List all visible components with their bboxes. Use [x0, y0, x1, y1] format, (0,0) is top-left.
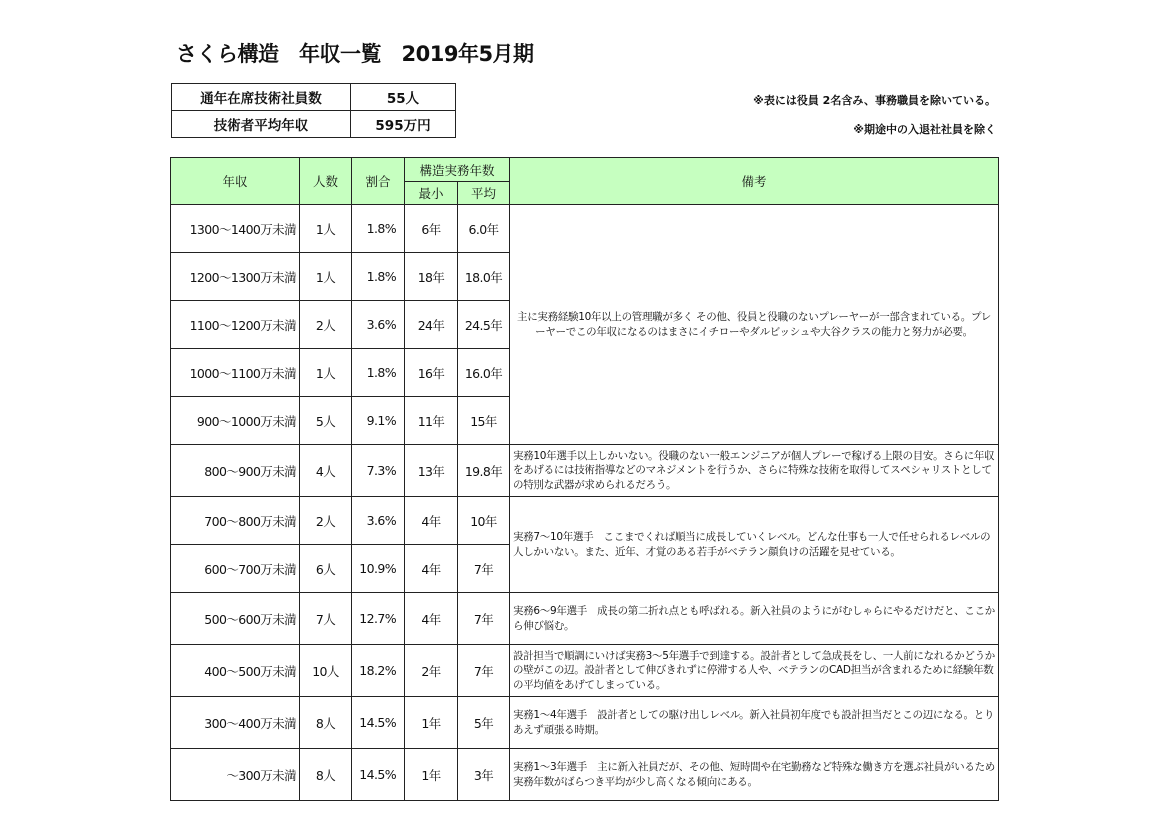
count-cell: 2人 [300, 301, 352, 349]
income-cell: 900～1000万未満 [171, 397, 300, 445]
count-cell: 10人 [300, 645, 352, 697]
avg-years-cell: 18.0年 [458, 253, 510, 301]
summary-label: 通年在席技術社員数 [172, 84, 351, 111]
header-remarks: 備考 [510, 158, 999, 205]
ratio-cell: 3.6% [352, 497, 405, 545]
remark-cell: 実務7～10年選手 ここまでくれば順当に成長していくレベル。どんな仕事も一人で任せられるレベルの人しかいない。また、近年、才覚のある若手がベテラン顔負けの活躍を見せている。 [510, 497, 999, 593]
min-years-cell: 2年 [405, 645, 458, 697]
table-row [171, 445, 999, 497]
avg-years-cell: 7年 [458, 593, 510, 645]
count-cell: 7人 [300, 593, 352, 645]
income-cell: 1200～1300万未満 [171, 253, 300, 301]
ratio-cell: 1.8% [352, 253, 405, 301]
count-cell: 1人 [300, 349, 352, 397]
min-years-cell: 18年 [405, 253, 458, 301]
summary-row-average-income [172, 111, 456, 138]
income-cell: 600～700万未満 [171, 545, 300, 593]
summary-label: 技術者平均年収 [172, 111, 351, 138]
header-ratio: 割合 [352, 158, 405, 205]
header-experience-years: 構造実務年数 [405, 158, 510, 182]
ratio-cell: 7.3% [352, 445, 405, 497]
min-years-cell: 16年 [405, 349, 458, 397]
remark-cell: 実務1～3年選手 主に新入社員だが、その他、短時間や在宅勤務など特殊な働き方を選ぶ社員がいるため実務年数がばらつき平均が少し高くなる傾向にある。 [510, 749, 999, 801]
count-cell: 8人 [300, 749, 352, 801]
table-row [171, 497, 999, 545]
header-count: 人数 [300, 158, 352, 205]
avg-years-cell: 7年 [458, 545, 510, 593]
remark-cell: 実務1～4年選手 設計者としての駆け出しレベル。新入社員初年度でも設計担当だとこの辺になる。とりあえず頑張る時期。 [510, 697, 999, 749]
avg-years-cell: 7年 [458, 645, 510, 697]
income-cell: 400～500万未満 [171, 645, 300, 697]
ratio-cell: 1.8% [352, 349, 405, 397]
summary-value: 55人 [351, 84, 456, 111]
count-cell: 2人 [300, 497, 352, 545]
avg-years-cell: 6.0年 [458, 205, 510, 253]
avg-years-cell: 15年 [458, 397, 510, 445]
remark-cell: 実務10年選手以上しかいない。役職のない一般エンジニアが個人プレーで稼げる上限の目安。さらに年収をあげるには技術指導などのマネジメントを行うか、さらに特殊な技術を取得してスペシャリストとしての特別な武器が求められるだろう。 [510, 445, 999, 497]
table-row [171, 697, 999, 749]
min-years-cell: 4年 [405, 593, 458, 645]
remark-cell: 実務6～9年選手 成長の第二折れ点とも呼ばれる。新入社員のようにがむしゃらにやるだけだと、ここから伸び悩む。 [510, 593, 999, 645]
min-years-cell: 4年 [405, 545, 458, 593]
income-cell: 800～900万未満 [171, 445, 300, 497]
ratio-cell: 10.9% [352, 545, 405, 593]
income-table [170, 157, 999, 801]
min-years-cell: 1年 [405, 749, 458, 801]
ratio-cell: 9.1% [352, 397, 405, 445]
income-cell: 1300～1400万未満 [171, 205, 300, 253]
note-executives: ※表には役員 2名含み、事務職員を除いている。 [753, 94, 996, 107]
summary-table [171, 83, 456, 138]
count-cell: 4人 [300, 445, 352, 497]
ratio-cell: 12.7% [352, 593, 405, 645]
summary-row-employees [172, 84, 456, 111]
note-midterm: ※期途中の入退社社員を除く [853, 123, 996, 136]
income-cell: 1000～1100万未満 [171, 349, 300, 397]
remark-cell: 主に実務経験10年以上の管理職が多く その他、役員と役職のないプレーヤーが一部含まれている。プレーヤーでこの年収になるのはまさにイチローやダルビッシュや大谷クラスの能力と努力が必要。 [510, 205, 999, 445]
avg-years-cell: 3年 [458, 749, 510, 801]
header-avg: 平均 [458, 182, 510, 205]
count-cell: 1人 [300, 253, 352, 301]
income-cell: 300～400万未満 [171, 697, 300, 749]
income-cell: 1100～1200万未満 [171, 301, 300, 349]
summary-value: 595万円 [351, 111, 456, 138]
ratio-cell: 18.2% [352, 645, 405, 697]
min-years-cell: 13年 [405, 445, 458, 497]
header-income: 年収 [171, 158, 300, 205]
count-cell: 1人 [300, 205, 352, 253]
ratio-cell: 14.5% [352, 749, 405, 801]
table-row [171, 749, 999, 801]
page-title: さくら構造 年収一覧 2019年5月期 [176, 42, 534, 66]
avg-years-cell: 24.5年 [458, 301, 510, 349]
avg-years-cell: 16.0年 [458, 349, 510, 397]
count-cell: 8人 [300, 697, 352, 749]
table-row [171, 645, 999, 697]
avg-years-cell: 10年 [458, 497, 510, 545]
income-cell: ～300万未満 [171, 749, 300, 801]
ratio-cell: 3.6% [352, 301, 405, 349]
income-cell: 500～600万未満 [171, 593, 300, 645]
min-years-cell: 24年 [405, 301, 458, 349]
income-cell: 700～800万未満 [171, 497, 300, 545]
min-years-cell: 4年 [405, 497, 458, 545]
ratio-cell: 1.8% [352, 205, 405, 253]
avg-years-cell: 5年 [458, 697, 510, 749]
avg-years-cell: 19.8年 [458, 445, 510, 497]
remark-cell: 設計担当で順調にいけば実務3～5年選手で到達する。設計者として急成長をし、一人前になれるかどうかの壁がこの辺。設計者として伸びきれずに停滞する人や、ベテランのCAD担当が含まれるために経験年数の平均値をあげてしまっている。 [510, 645, 999, 697]
ratio-cell: 14.5% [352, 697, 405, 749]
count-cell: 6人 [300, 545, 352, 593]
table-row [171, 205, 999, 253]
min-years-cell: 1年 [405, 697, 458, 749]
table-row [171, 593, 999, 645]
header-min: 最小 [405, 182, 458, 205]
count-cell: 5人 [300, 397, 352, 445]
min-years-cell: 6年 [405, 205, 458, 253]
min-years-cell: 11年 [405, 397, 458, 445]
